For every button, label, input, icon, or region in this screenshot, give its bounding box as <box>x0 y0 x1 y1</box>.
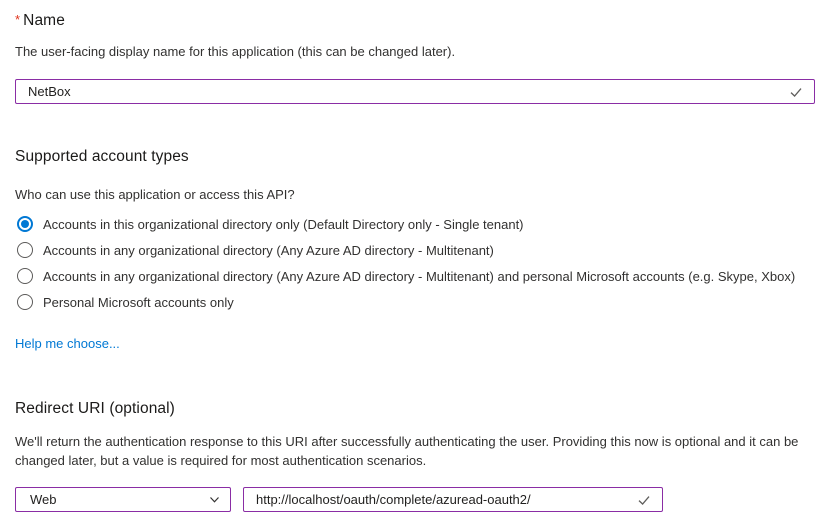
platform-select-value: Web <box>30 492 57 507</box>
radio-option-single-tenant[interactable] <box>15 216 815 232</box>
redirect-uri-input-container <box>243 487 663 512</box>
redirect-uri-title: Redirect URI (optional) <box>15 400 175 417</box>
valid-checkmark-icon <box>636 492 652 508</box>
name-title-text: Name <box>23 12 65 29</box>
name-input-container <box>15 79 815 104</box>
radio-label: Personal Microsoft accounts only <box>43 294 234 310</box>
redirect-uri-row <box>15 487 815 512</box>
account-types-question: Who can use this application or access this API? <box>15 187 295 202</box>
name-input[interactable] <box>28 84 780 99</box>
radio-button[interactable] <box>17 216 33 232</box>
redirect-uri-description: We'll return the authentication response to this URI after successfully authenticating the user. Providing this now is optional and it can be changed later, but a value is required for most authentication scenarios. <box>15 434 799 468</box>
radio-button[interactable] <box>17 268 33 284</box>
radio-button[interactable] <box>17 294 33 310</box>
valid-checkmark-icon <box>788 84 804 100</box>
radio-label: Accounts in any organizational directory (Any Azure AD directory - Multitenant) and personal Microsoft accounts (e.g. Skype, Xbox) <box>43 268 796 284</box>
radio-label: Accounts in any organizational directory (Any Azure AD directory - Multitenant) <box>43 242 494 258</box>
required-marker: * <box>15 12 21 27</box>
radio-option-multitenant-personal[interactable] <box>15 268 815 284</box>
redirect-uri-input[interactable] <box>256 492 628 507</box>
radio-label: Accounts in this organizational directory only (Default Directory only - Single tenant) <box>43 216 524 232</box>
supported-account-types-title: Supported account types <box>15 148 189 165</box>
chevron-down-icon <box>207 492 222 507</box>
account-types-radio-group <box>15 216 815 310</box>
radio-option-multitenant[interactable] <box>15 242 815 258</box>
help-me-choose-link[interactable]: Help me choose... <box>15 336 120 351</box>
name-section-title <box>15 12 815 30</box>
name-description: The user-facing display name for this application (this can be changed later). <box>15 44 456 59</box>
radio-button[interactable] <box>17 242 33 258</box>
platform-select[interactable] <box>15 487 231 512</box>
radio-option-personal-only[interactable] <box>15 294 815 310</box>
